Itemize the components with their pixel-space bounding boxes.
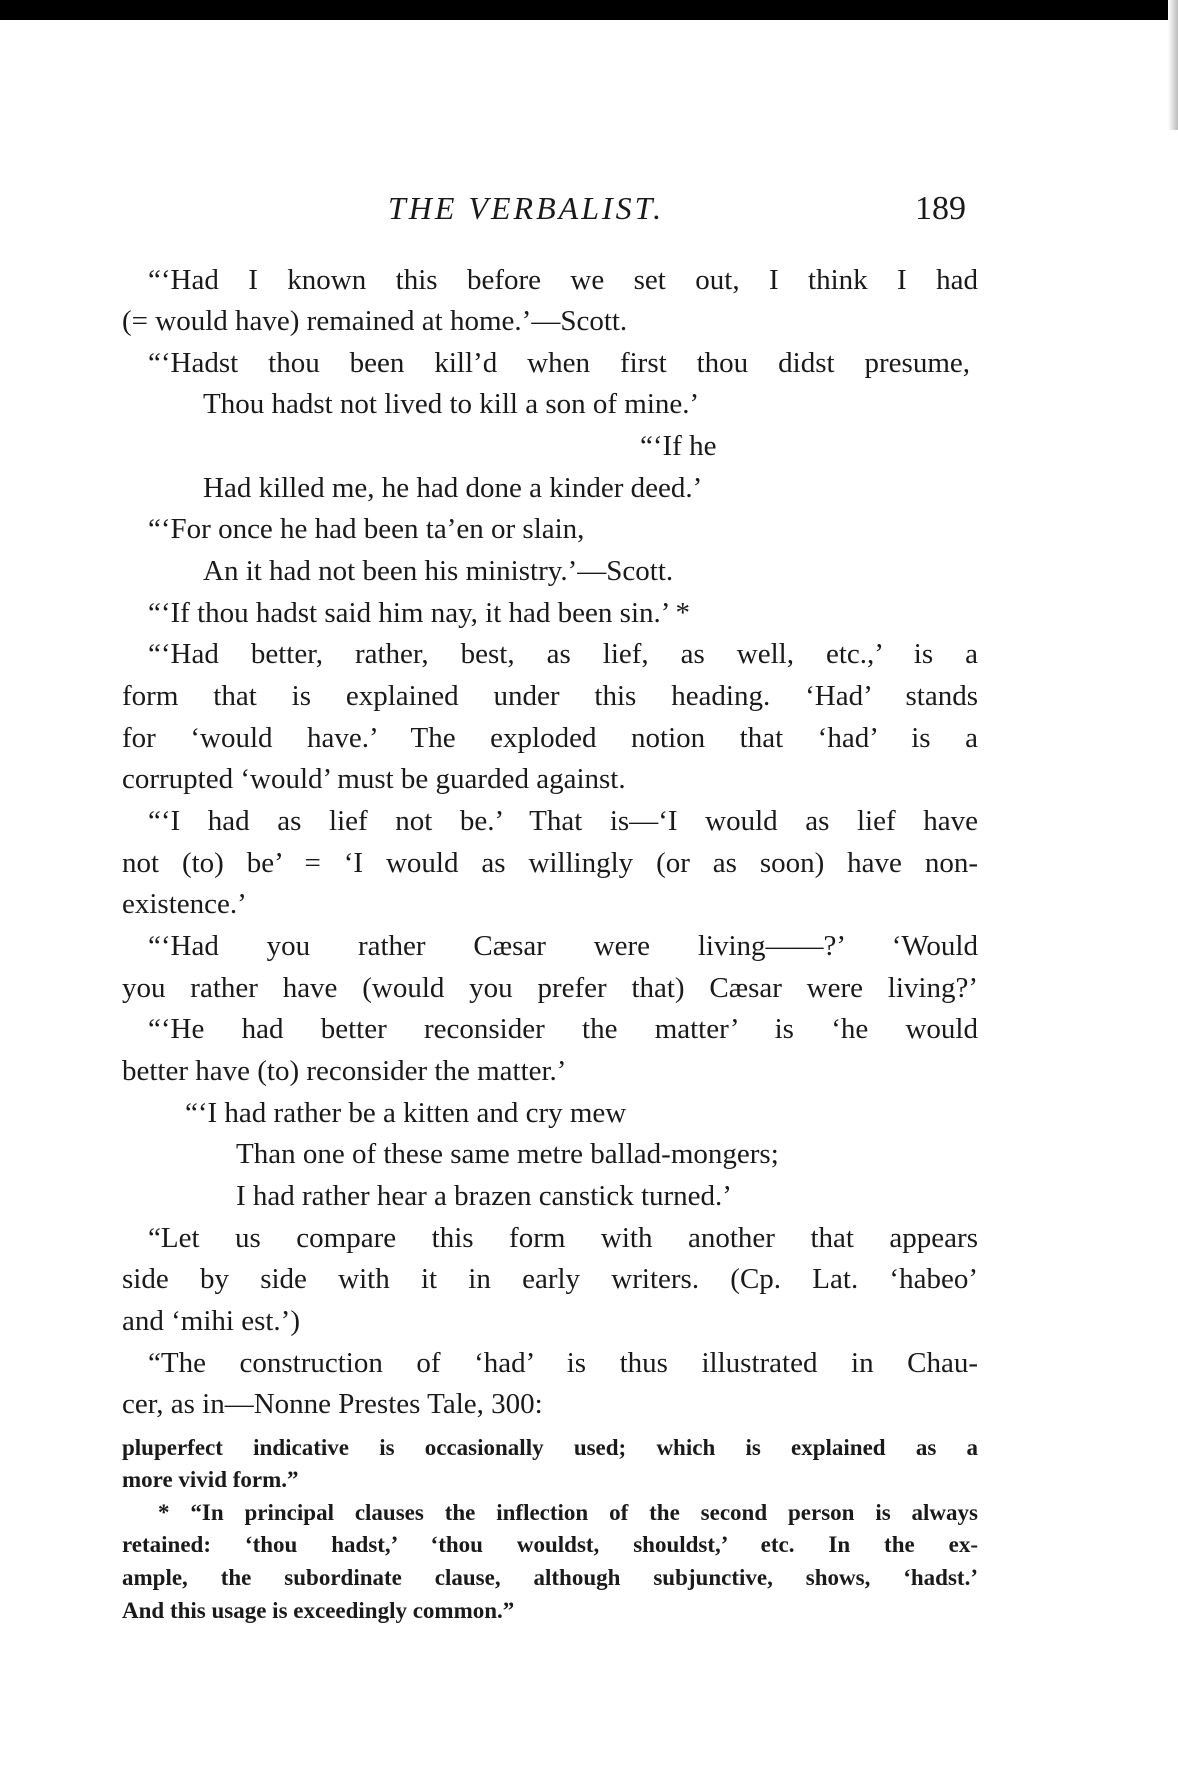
body-line: and ‘mihi est.’) bbox=[122, 1305, 300, 1337]
body-line: “‘If he bbox=[640, 430, 717, 462]
body-line: Than one of these same metre ballad-mongers; bbox=[236, 1138, 779, 1170]
body-line: “‘Had better, rather, best, as lief, as well, etc.,’ is a bbox=[148, 638, 978, 670]
running-head: THE VERBALIST. bbox=[388, 190, 665, 226]
body-line: “‘For once he had been ta’en or slain, bbox=[148, 513, 585, 545]
body-line: Had killed me, he had done a kinder deed.’ bbox=[203, 472, 703, 504]
footnote-line: retained: ‘thou hadst,’ ‘thou wouldst, shouldst,’ etc. In the ex- bbox=[122, 1532, 978, 1557]
body-line: “‘Had I known this before we set out, I think I had bbox=[148, 264, 978, 296]
body-line: you rather have (would you prefer that) Cæsar were living?’ bbox=[122, 972, 978, 1004]
body-line: corrupted ‘would’ must be guarded against. bbox=[122, 763, 626, 795]
body-line: not (to) be’ = ‘I would as willingly (or as soon) have non- bbox=[122, 847, 978, 879]
page-number: 189 bbox=[915, 190, 966, 227]
body-line: (= would have) remained at home.’—Scott. bbox=[122, 305, 628, 337]
body-line: “The construction of ‘had’ is thus illustrated in Chau- bbox=[148, 1347, 978, 1379]
body-line: An it had not been his ministry.’—Scott. bbox=[203, 555, 674, 587]
body-line: “‘Hadst thou been kill’d when first thou didst presume, bbox=[148, 347, 970, 379]
footnote-line: ample, the subordinate clause, although subjunctive, shows, ‘hadst.’ bbox=[122, 1565, 978, 1590]
footnote-line: pluperfect indicative is occasionally used; which is explained as a bbox=[122, 1435, 978, 1460]
body-line: Thou hadst not lived to kill a son of mine.’ bbox=[203, 388, 700, 420]
scan-border-top bbox=[0, 0, 1178, 20]
body-line: “Let us compare this form with another that appears bbox=[148, 1222, 978, 1254]
scan-page-edge bbox=[1168, 0, 1178, 130]
footnote-line: more vivid form.” bbox=[122, 1467, 299, 1492]
body-line: existence.’ bbox=[122, 888, 247, 920]
body-line: for ‘would have.’ The exploded notion that ‘had’ is a bbox=[122, 722, 978, 754]
body-line: cer, as in—Nonne Prestes Tale, 300: bbox=[122, 1388, 543, 1420]
body-line: “‘If thou hadst said him nay, it had been sin.’ * bbox=[148, 597, 691, 629]
body-line: form that is explained under this heading. ‘Had’ stands bbox=[122, 680, 978, 712]
body-line: “‘He had better reconsider the matter’ is ‘he would bbox=[148, 1013, 978, 1045]
body-line: better have (to) reconsider the matter.’ bbox=[122, 1055, 567, 1087]
footnote-line: * “In principal clauses the inflection of the second person is always bbox=[158, 1500, 978, 1525]
body-line: side by side with it in early writers. (Cp. Lat. ‘habeo’ bbox=[122, 1263, 978, 1295]
body-line: “‘I had as lief not be.’ That is—‘I would as lief have bbox=[148, 805, 978, 837]
body-line: “‘Had you rather Cæsar were living——?’ ‘Would bbox=[148, 930, 978, 962]
body-line: I had rather hear a brazen canstick turned.’ bbox=[236, 1180, 732, 1212]
body-line: “‘I had rather be a kitten and cry mew bbox=[185, 1097, 627, 1129]
footnote-line: And this usage is exceedingly common.” bbox=[122, 1598, 515, 1623]
